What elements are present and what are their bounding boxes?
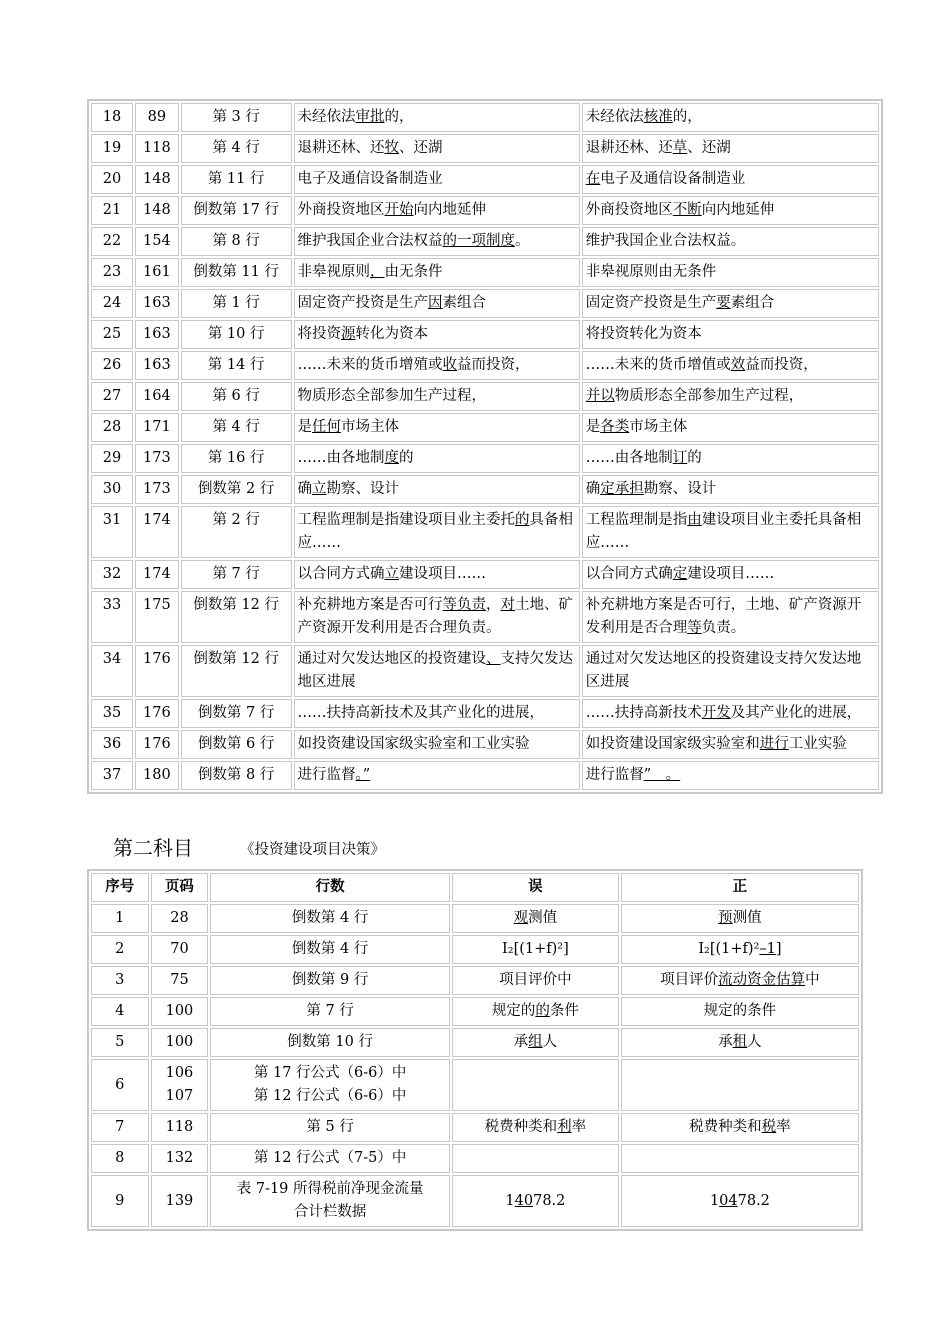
row-index: 27 bbox=[91, 382, 133, 411]
wrong-text: 规定的的条件 bbox=[452, 997, 619, 1026]
page-number: 106 107 bbox=[151, 1059, 209, 1111]
errata-table-1 bbox=[87, 99, 883, 794]
right-text: 项目评价流动资金估算中 bbox=[621, 966, 859, 995]
table-row bbox=[91, 103, 879, 132]
corrected-text: 租 bbox=[732, 1034, 748, 1050]
row-index: 29 bbox=[91, 444, 133, 473]
line-ref: 第 2 行 bbox=[181, 506, 292, 558]
page-number: 175 bbox=[135, 591, 179, 643]
wrong-text: 非皋视原则，由无条件 bbox=[294, 258, 580, 287]
corrected-text: 牧 bbox=[384, 140, 400, 156]
corrected-text: 的 bbox=[535, 1003, 550, 1019]
line-ref: 第 1 行 bbox=[181, 289, 292, 318]
wrong-text: 外商投资地区开始向内地延伸 bbox=[294, 196, 580, 225]
wrong-text: 维护我国企业合法权益的一项制度。 bbox=[294, 227, 580, 256]
corrected-text: 利 bbox=[557, 1119, 572, 1135]
page-number: 148 bbox=[135, 165, 179, 194]
row-index: 5 bbox=[91, 1028, 149, 1057]
line-ref: 第 17 行公式（6-6）中 第 12 行公式（6-6）中 bbox=[210, 1059, 450, 1111]
header-line: 行数 bbox=[210, 873, 450, 902]
corrected-text: 效 bbox=[730, 357, 746, 373]
corrected-text: 对 bbox=[500, 597, 516, 613]
corrected-text: 流动资金估算 bbox=[718, 972, 806, 988]
line-ref: 倒数第 9 行 bbox=[210, 966, 450, 995]
wrong-text: 工程监理制是指建设项目业主委托的具备相应…… bbox=[294, 506, 580, 558]
section-subtitle: 《投资建设项目决策》 bbox=[240, 842, 385, 858]
corrected-text: 任何 bbox=[312, 419, 342, 435]
corrected-text: ， bbox=[370, 264, 385, 280]
row-index: 18 bbox=[91, 103, 133, 132]
row-index: 36 bbox=[91, 730, 133, 759]
table-row bbox=[91, 935, 859, 964]
wrong-text: 观测值 bbox=[452, 904, 619, 933]
wrong-text: 将投资源转化为资本 bbox=[294, 320, 580, 349]
right-text: 补充耕地方案是否可行，土地、矿产资源开发利用是否合理等负责。 bbox=[582, 591, 879, 643]
corrected-text: 组 bbox=[528, 1034, 543, 1050]
right-text: 将投资转化为资本 bbox=[582, 320, 879, 349]
corrected-text: 源 bbox=[341, 326, 356, 342]
page-number: 100 bbox=[151, 997, 209, 1026]
right-text: 在电子及通信设备制造业 bbox=[582, 165, 879, 194]
corrected-text: 的一项制度 bbox=[442, 233, 516, 249]
wrong-text: 退耕还林、还牧、还湖 bbox=[294, 134, 580, 163]
table-row bbox=[91, 506, 879, 558]
table-row bbox=[91, 966, 859, 995]
page-number: 163 bbox=[135, 351, 179, 380]
corrected-text: 开发 bbox=[701, 705, 731, 721]
table-row bbox=[91, 699, 879, 728]
corrected-text: 立 bbox=[384, 566, 400, 582]
line-ref: 第 10 行 bbox=[181, 320, 292, 349]
right-text: 通过对欠发达地区的投资建设支持欠发达地区进展 bbox=[582, 645, 879, 697]
corrected-text: 等 bbox=[687, 620, 702, 636]
wrong-text: 通过对欠发达地区的投资建设、支持欠发达地区进展 bbox=[294, 645, 580, 697]
right-text bbox=[621, 1144, 859, 1173]
page-number: 70 bbox=[151, 935, 209, 964]
corrected-text: 并以 bbox=[585, 388, 615, 404]
wrong-text: 税费种类和利率 bbox=[452, 1113, 619, 1142]
row-index: 35 bbox=[91, 699, 133, 728]
wrong-text bbox=[452, 1059, 619, 1111]
right-text: 税费种类和税率 bbox=[621, 1113, 859, 1142]
table-row bbox=[91, 1144, 859, 1173]
wrong-text: ……未来的货币增殖或收益而投资， bbox=[294, 351, 580, 380]
page-number: 139 bbox=[151, 1175, 209, 1227]
page-number: 161 bbox=[135, 258, 179, 287]
line-ref: 倒数第 4 行 bbox=[210, 904, 450, 933]
corrected-text: 、 bbox=[486, 651, 501, 667]
corrected-text: 各类 bbox=[600, 419, 630, 435]
row-index: 22 bbox=[91, 227, 133, 256]
page-number: 173 bbox=[135, 444, 179, 473]
right-text: 退耕还林、还草、还湖 bbox=[582, 134, 879, 163]
right-text: I₂[(1+f)²–1] bbox=[621, 935, 859, 964]
page-number: 163 bbox=[135, 289, 179, 318]
right-text: 10478.2 bbox=[621, 1175, 859, 1227]
row-index: 2 bbox=[91, 935, 149, 964]
table-row bbox=[91, 227, 879, 256]
corrected-text: 因 bbox=[428, 295, 443, 311]
wrong-text: 如投资建设国家级实验室和工业实验 bbox=[294, 730, 580, 759]
table-row bbox=[91, 560, 879, 589]
table-row bbox=[91, 134, 879, 163]
line-ref: 倒数第 2 行 bbox=[181, 475, 292, 504]
right-text: 非皋视原则由无条件 bbox=[582, 258, 879, 287]
corrected-text: 04 bbox=[719, 1192, 738, 1209]
table-row bbox=[91, 1028, 859, 1057]
row-index: 23 bbox=[91, 258, 133, 287]
table-row bbox=[91, 1113, 859, 1142]
table-row bbox=[91, 475, 879, 504]
header-index: 序号 bbox=[91, 873, 149, 902]
row-index: 28 bbox=[91, 413, 133, 442]
line-ref: 倒数第 12 行 bbox=[181, 591, 292, 643]
page-number: 176 bbox=[135, 699, 179, 728]
page-number: 174 bbox=[135, 560, 179, 589]
corrected-text: 核准 bbox=[643, 109, 673, 125]
right-text: 未经依法核准的， bbox=[582, 103, 879, 132]
table-row bbox=[91, 382, 879, 411]
corrected-text: 在 bbox=[585, 171, 601, 187]
page-number: 176 bbox=[135, 645, 179, 697]
page-number: 164 bbox=[135, 382, 179, 411]
page-number: 100 bbox=[151, 1028, 209, 1057]
corrected-text: 40 bbox=[514, 1192, 534, 1209]
table-row bbox=[91, 444, 879, 473]
right-text: 外商投资地区不断向内地延伸 bbox=[582, 196, 879, 225]
table-row bbox=[91, 320, 879, 349]
table-row bbox=[91, 761, 879, 790]
row-index: 6 bbox=[91, 1059, 149, 1111]
line-ref: 倒数第 8 行 bbox=[181, 761, 292, 790]
page-number: 171 bbox=[135, 413, 179, 442]
right-text: 承租人 bbox=[621, 1028, 859, 1057]
table-row bbox=[91, 289, 879, 318]
corrected-text: 。” bbox=[355, 767, 371, 783]
wrong-text: 承组人 bbox=[452, 1028, 619, 1057]
row-index: 19 bbox=[91, 134, 133, 163]
line-ref: 第 7 行 bbox=[210, 997, 450, 1026]
wrong-text: 固定资产投资是生产因素组合 bbox=[294, 289, 580, 318]
header-right: 正 bbox=[621, 873, 859, 902]
row-index: 32 bbox=[91, 560, 133, 589]
page-number: 180 bbox=[135, 761, 179, 790]
right-text: ……由各地制订的 bbox=[582, 444, 879, 473]
line-ref: 倒数第 4 行 bbox=[210, 935, 450, 964]
wrong-text: 项目评价中 bbox=[452, 966, 619, 995]
line-ref: 第 14 行 bbox=[181, 351, 292, 380]
line-ref: 第 7 行 bbox=[181, 560, 292, 589]
corrected-text: 开始 bbox=[384, 202, 414, 218]
corrected-text: 定承担 bbox=[600, 481, 644, 497]
page-number: 118 bbox=[151, 1113, 209, 1142]
wrong-text bbox=[452, 1144, 619, 1173]
line-ref: 第 8 行 bbox=[181, 227, 292, 256]
corrected-text: 审批 bbox=[355, 109, 385, 125]
wrong-text: ……扶持高新技术及其产业化的进展， bbox=[294, 699, 580, 728]
line-ref: 第 12 行公式（7-5）中 bbox=[210, 1144, 450, 1173]
table-row bbox=[91, 1059, 859, 1111]
line-ref: 倒数第 6 行 bbox=[181, 730, 292, 759]
row-index: 26 bbox=[91, 351, 133, 380]
line-ref: 倒数第 12 行 bbox=[181, 645, 292, 697]
section-title: 第二科目 bbox=[113, 836, 193, 860]
right-text: 确定承担勘察、设计 bbox=[582, 475, 879, 504]
wrong-text: 确立勘察、设计 bbox=[294, 475, 580, 504]
row-index: 30 bbox=[91, 475, 133, 504]
right-text: 维护我国企业合法权益。 bbox=[582, 227, 879, 256]
wrong-text: 补充耕地方案是否可行等负责，对土地、矿产资源开发利用是否合理负责。 bbox=[294, 591, 580, 643]
corrected-text: 由 bbox=[687, 512, 702, 528]
right-text: ……扶持高新技术开发及其产业化的进展， bbox=[582, 699, 879, 728]
line-ref: 第 4 行 bbox=[181, 413, 292, 442]
corrected-text: 不断 bbox=[672, 202, 702, 218]
wrong-text: 电子及通信设备制造业 bbox=[294, 165, 580, 194]
table-row bbox=[91, 997, 859, 1026]
table-row bbox=[91, 904, 859, 933]
row-index: 3 bbox=[91, 966, 149, 995]
corrected-text: 立 bbox=[312, 481, 327, 497]
corrected-text: 定 bbox=[672, 566, 688, 582]
page-number: 89 bbox=[135, 103, 179, 132]
wrong-text: 14078.2 bbox=[452, 1175, 619, 1227]
corrected-text: 观 bbox=[513, 910, 529, 926]
wrong-text: I₂[(1+f)²] bbox=[452, 935, 619, 964]
right-text: 固定资产投资是生产要素组合 bbox=[582, 289, 879, 318]
corrected-text: 进行 bbox=[759, 736, 789, 752]
line-ref: 第 6 行 bbox=[181, 382, 292, 411]
line-ref: 倒数第 17 行 bbox=[181, 196, 292, 225]
line-ref: 第 16 行 bbox=[181, 444, 292, 473]
table-row bbox=[91, 645, 879, 697]
row-index: 1 bbox=[91, 904, 149, 933]
corrected-text: 草 bbox=[672, 140, 688, 156]
right-text: 是各类市场主体 bbox=[582, 413, 879, 442]
corrected-text: 度 bbox=[384, 450, 400, 466]
right-text: 如投资建设国家级实验室和进行工业实验 bbox=[582, 730, 879, 759]
line-ref: 第 11 行 bbox=[181, 165, 292, 194]
table-header-row bbox=[91, 873, 859, 902]
row-index: 8 bbox=[91, 1144, 149, 1173]
wrong-text: 以合同方式确立建设项目…… bbox=[294, 560, 580, 589]
table-row bbox=[91, 351, 879, 380]
wrong-text: 是任何市场主体 bbox=[294, 413, 580, 442]
right-text: ……未来的货币增值或效益而投资， bbox=[582, 351, 879, 380]
page-number: 154 bbox=[135, 227, 179, 256]
table-row bbox=[91, 1175, 859, 1227]
corrected-text: 要 bbox=[716, 295, 731, 311]
row-index: 7 bbox=[91, 1113, 149, 1142]
table-row bbox=[91, 730, 879, 759]
row-index: 21 bbox=[91, 196, 133, 225]
right-text: 预测值 bbox=[621, 904, 859, 933]
right-text: 以合同方式确定建设项目…… bbox=[582, 560, 879, 589]
page-number: 132 bbox=[151, 1144, 209, 1173]
row-index: 31 bbox=[91, 506, 133, 558]
table-row bbox=[91, 258, 879, 287]
row-index: 34 bbox=[91, 645, 133, 697]
page-number: 174 bbox=[135, 506, 179, 558]
row-index: 25 bbox=[91, 320, 133, 349]
wrong-text: 物质形态全部参加生产过程， bbox=[294, 382, 580, 411]
wrong-text: 进行监督。” bbox=[294, 761, 580, 790]
line-ref: 倒数第 11 行 bbox=[181, 258, 292, 287]
table-row bbox=[91, 413, 879, 442]
page-number: 118 bbox=[135, 134, 179, 163]
right-text: 并以物质形态全部参加生产过程， bbox=[582, 382, 879, 411]
wrong-text: 未经依法审批的， bbox=[294, 103, 580, 132]
page-number: 28 bbox=[151, 904, 209, 933]
corrected-text: 税 bbox=[761, 1119, 777, 1135]
right-text bbox=[621, 1059, 859, 1111]
line-ref: 倒数第 7 行 bbox=[181, 699, 292, 728]
right-text: 进行监督” 。 bbox=[582, 761, 879, 790]
row-index: 4 bbox=[91, 997, 149, 1026]
header-wrong: 误 bbox=[452, 873, 619, 902]
right-text: 规定的条件 bbox=[621, 997, 859, 1026]
line-ref: 第 4 行 bbox=[181, 134, 292, 163]
line-ref: 第 3 行 bbox=[181, 103, 292, 132]
right-text: 工程监理制是指由建设项目业主委托具备相应…… bbox=[582, 506, 879, 558]
line-ref: 第 5 行 bbox=[210, 1113, 450, 1142]
page-number: 173 bbox=[135, 475, 179, 504]
header-page: 页码 bbox=[151, 873, 209, 902]
corrected-text: 收 bbox=[442, 357, 458, 373]
page-number: 75 bbox=[151, 966, 209, 995]
errata-table-2 bbox=[87, 869, 863, 1231]
row-index: 37 bbox=[91, 761, 133, 790]
row-index: 20 bbox=[91, 165, 133, 194]
table-row bbox=[91, 591, 879, 643]
page-number: 148 bbox=[135, 196, 179, 225]
row-index: 24 bbox=[91, 289, 133, 318]
corrected-text: 等负责 bbox=[442, 597, 487, 613]
page-number: 176 bbox=[135, 730, 179, 759]
page-number: 163 bbox=[135, 320, 179, 349]
row-index: 33 bbox=[91, 591, 133, 643]
line-ref: 倒数第 10 行 bbox=[210, 1028, 450, 1057]
corrected-text: 预 bbox=[718, 910, 733, 926]
row-index: 9 bbox=[91, 1175, 149, 1227]
table-row bbox=[91, 196, 879, 225]
corrected-text: –1 bbox=[759, 941, 776, 957]
corrected-text: ” 。 bbox=[643, 767, 681, 783]
wrong-text: ……由各地制度的 bbox=[294, 444, 580, 473]
line-ref: 表 7-19 所得税前净现金流量 合计栏数据 bbox=[210, 1175, 450, 1227]
corrected-text: 的 bbox=[515, 512, 530, 528]
table-row bbox=[91, 165, 879, 194]
corrected-text: 订 bbox=[672, 450, 688, 466]
